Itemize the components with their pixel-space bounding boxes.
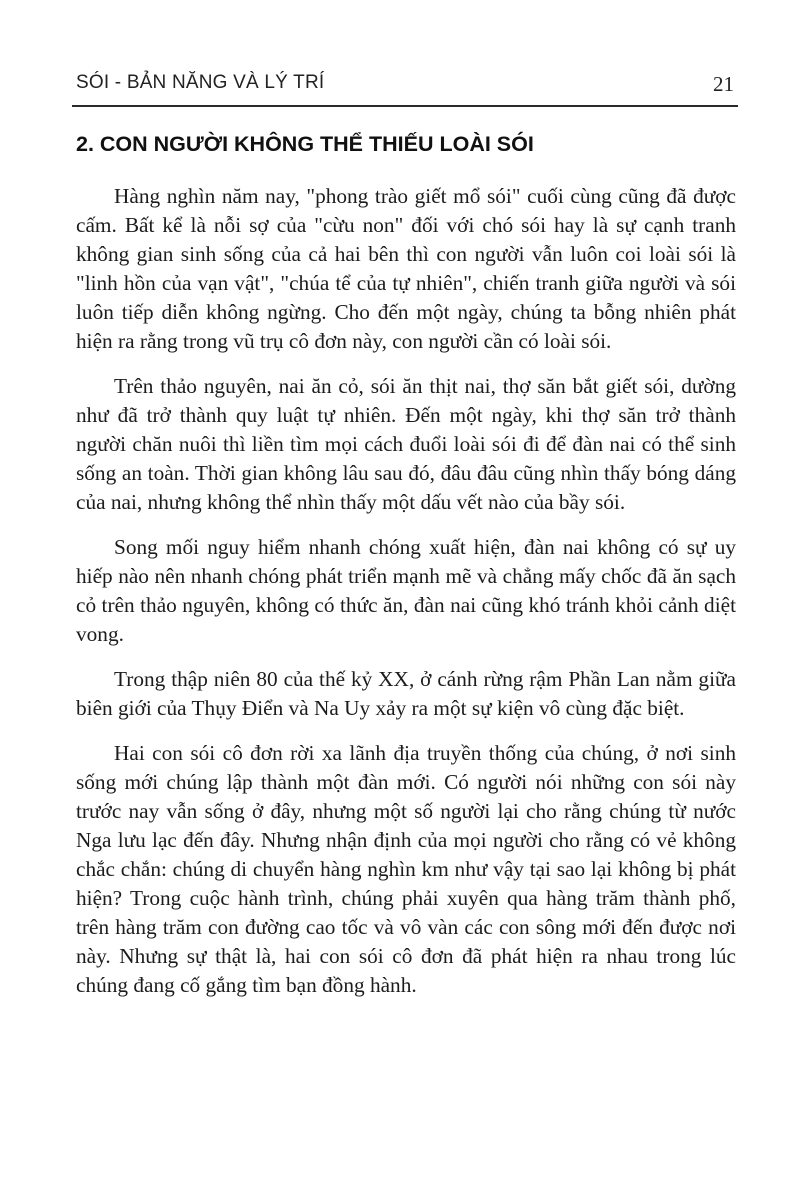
paragraph: Song mối nguy hiểm nhanh chóng xuất hiện, đàn nai không có sự uy hiếp nào nên nhanh chóng phát triển mạnh mẽ và chẳng mấy chốc đã ăn sạch cỏ trên thảo nguyên, không có thức ăn, đàn nai cũng khó tránh khỏi cảnh diệt vong. (76, 535, 736, 646)
section-heading: 2. CON NGƯỜI KHÔNG THỂ THIẾU LOÀI SÓI (76, 132, 534, 156)
page-number: 21 (713, 72, 734, 96)
body-text (76, 182, 736, 1016)
paragraph: Hai con sói cô đơn rời xa lãnh địa truyền thống của chúng, ở nơi sinh sống mới chúng lập thành một đàn mới. Có người nói những con sói này trước nay vẫn sống ở đây, nhưng một số người lại cho rằng chúng từ nước Nga lưu lạc đến đây. Nhưng nhận định của mọi người cho rằng có vẻ không chắc chắn: chúng di chuyển hàng nghìn km như vậy tại sao lại không bị phát hiện? Trong cuộc hành trình, chúng phải xuyên qua hàng trăm thành phố, trên hàng trăm con đường cao tốc và vô vàn các con sông mới đến được nơi này. Nhưng sự thật là, hai con sói cô đơn đã phát hiện ra nhau trong lúc chúng đang cố gắng tìm bạn đồng hành. (76, 741, 736, 997)
running-header-title: SÓI - BẢN NĂNG VÀ LÝ TRÍ (76, 72, 325, 93)
paragraph: Hàng nghìn năm nay, "phong trào giết mổ sói" cuối cùng cũng đã được cấm. Bất kể là nỗi sợ của "cừu non" đối với chó sói hay là sự cạnh tranh không gian sinh sống của cả hai bên thì con người vẫn luôn coi loài sói là "linh hồn của vạn vật", "chúa tể của tự nhiên", chiến tranh giữa người và sói luôn tiếp diễn không ngừng. Cho đến một ngày, chúng ta bỗng nhiên phát hiện ra rằng trong vũ trụ cô đơn này, con người cần có loài sói. (76, 184, 736, 353)
paragraph: Trên thảo nguyên, nai ăn cỏ, sói ăn thịt nai, thợ săn bắt giết sói, dường như đã trở thành quy luật tự nhiên. Đến một ngày, khi thợ săn trở thành người chăn nuôi thì liền tìm mọi cách đuổi loài sói đi để đàn nai có thể sinh sống an toàn. Thời gian không lâu sau đó, đâu đâu cũng nhìn thấy bóng dáng của nai, nhưng không thể nhìn thấy một dấu vết nào của bầy sói. (76, 374, 736, 514)
header-divider (72, 105, 738, 107)
paragraph: Trong thập niên 80 của thế kỷ XX, ở cánh rừng rậm Phần Lan nằm giữa biên giới của Thụy Điển và Na Uy xảy ra một sự kiện vô cùng đặc biệt. (76, 667, 736, 720)
running-header (76, 70, 736, 102)
